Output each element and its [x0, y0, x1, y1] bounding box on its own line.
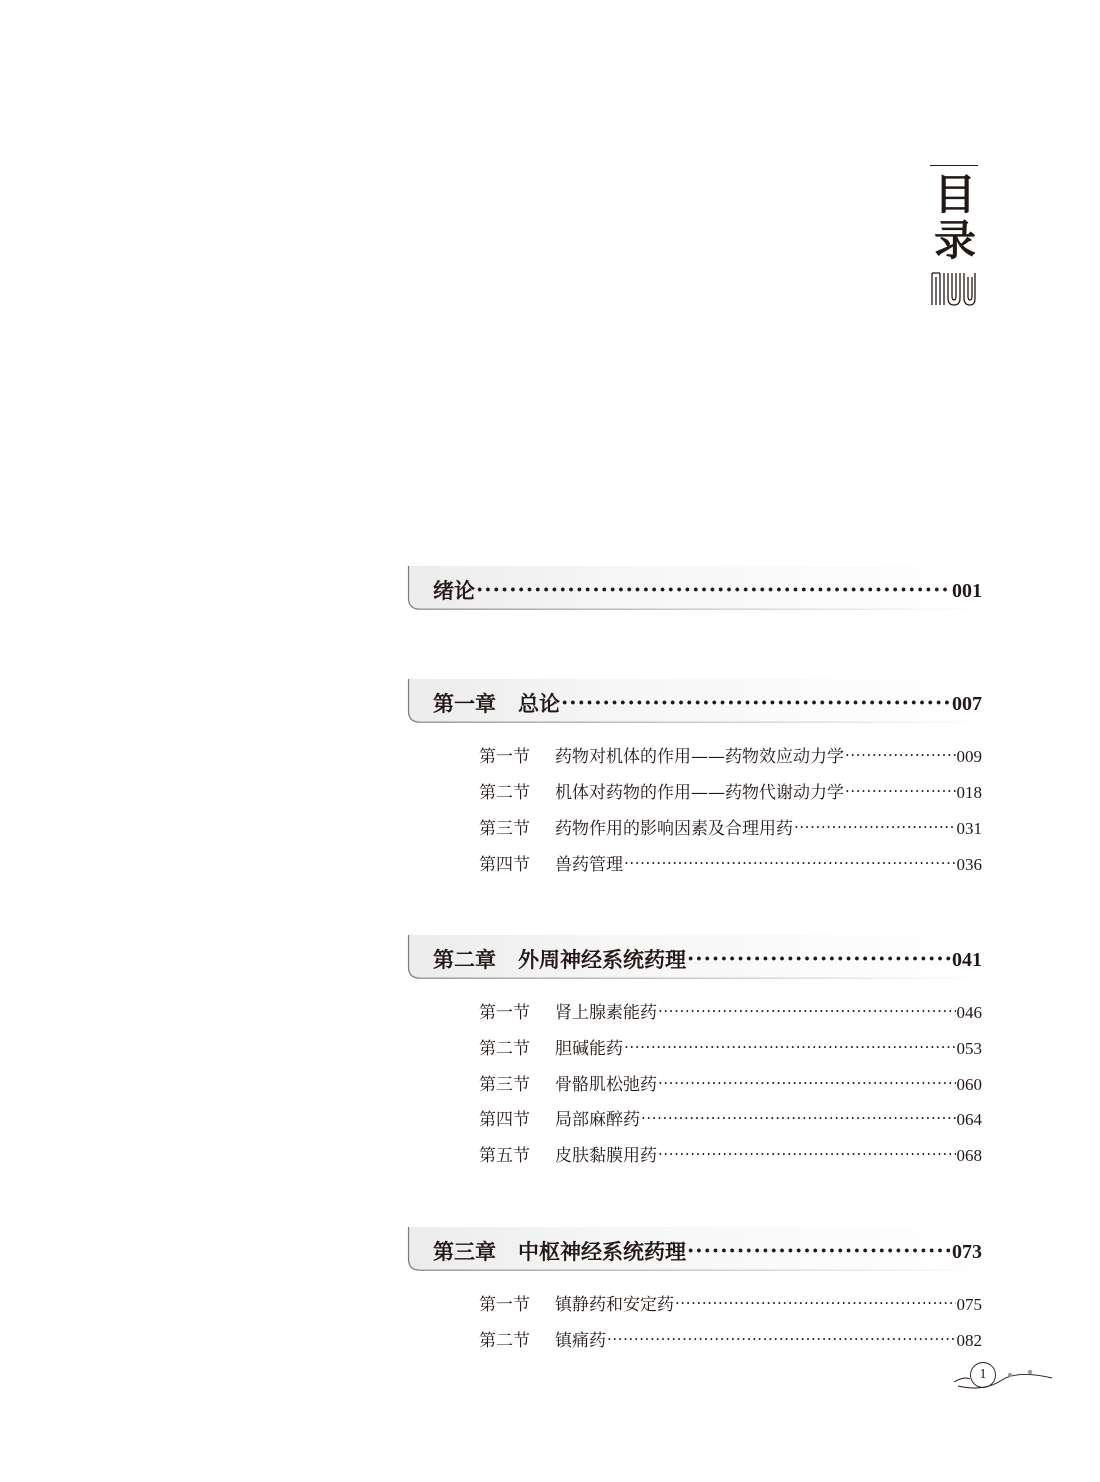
dot-leader [607, 1328, 956, 1350]
chapter-page-number: 073 [952, 1241, 982, 1263]
section-number: 第一节 [479, 1003, 530, 1023]
dot-leader [794, 816, 956, 838]
section-page-number: 046 [956, 1003, 982, 1022]
toc-entry-section[interactable] [479, 1034, 982, 1060]
section-page-number: 064 [956, 1110, 982, 1129]
chapter-number: 第一章 [433, 691, 496, 716]
toc-entry-section[interactable] [479, 742, 982, 768]
toc-entry-chapter-3[interactable] [407, 1227, 982, 1271]
wave-ornament-icon [950, 1360, 1060, 1400]
dot-leader [624, 1036, 956, 1058]
section-page-number: 053 [956, 1039, 982, 1058]
toc-entry-section[interactable] [479, 1141, 982, 1167]
chapter-number: 第三章 [433, 1239, 496, 1264]
section-page-number: 031 [956, 819, 982, 838]
chapter-title: 外周神经系统药理 [518, 947, 686, 972]
dot-leader [845, 744, 956, 766]
dot-leader [641, 1107, 956, 1129]
section-title: 局部麻醉药 [555, 1110, 640, 1130]
section-page-number: 060 [956, 1075, 982, 1094]
chapter-title: 绪论 [433, 578, 475, 603]
chapter-number: 第二章 [433, 947, 496, 972]
toc-entry-chapter-1[interactable] [407, 679, 982, 723]
section-title: 肾上腺素能药 [555, 1003, 657, 1023]
section-title: 机体对药物的作用——药物代谢动力学 [555, 783, 844, 803]
section-page-number: 068 [956, 1146, 982, 1165]
section-title: 药物作用的影响因素及合理用药 [555, 819, 793, 839]
chapter-title: 中枢神经系统药理 [518, 1239, 686, 1264]
section-title: 胆碱能药 [555, 1039, 623, 1059]
section-title: 皮肤黏膜用药 [555, 1146, 657, 1166]
dot-leader [658, 1072, 956, 1094]
dot-leader [476, 577, 951, 603]
dot-leader [675, 1292, 956, 1314]
toc-entry-section[interactable] [479, 778, 982, 804]
page-number: 1 [979, 1367, 987, 1382]
section-title: 骨骼肌松弛药 [555, 1075, 657, 1095]
section-number: 第一节 [479, 747, 530, 767]
toc-entry-section[interactable] [479, 850, 982, 876]
section-page-number: 082 [956, 1331, 982, 1350]
dot-leader [561, 690, 951, 716]
section-title: 兽药管理 [555, 855, 623, 875]
toc-entry-section[interactable] [479, 814, 982, 840]
section-title: 药物对机体的作用——药物效应动力学 [555, 747, 844, 767]
heading-char-mu: 目 [933, 170, 976, 219]
chapter-title: 总论 [518, 691, 560, 716]
section-number: 第四节 [479, 855, 530, 875]
dot-leader [624, 852, 956, 874]
chapter-page-number: 041 [952, 949, 982, 971]
page-footer [950, 1360, 1060, 1400]
section-page-number: 009 [956, 747, 982, 766]
chapter-page-number: 001 [952, 580, 982, 602]
toc-entry-section[interactable] [479, 998, 982, 1024]
toc-entry-section[interactable] [479, 1290, 982, 1316]
dot-leader [845, 780, 956, 802]
section-number: 第五节 [479, 1146, 530, 1166]
dot-leader [687, 946, 951, 972]
chapter-page-number: 007 [952, 693, 982, 715]
toc-entry-chapter-2[interactable] [407, 935, 982, 979]
section-page-number: 075 [956, 1295, 982, 1314]
section-number: 第一节 [479, 1295, 530, 1315]
toc-entry-intro[interactable] [407, 566, 982, 610]
section-number: 第三节 [479, 1075, 530, 1095]
dot-leader [658, 1000, 956, 1022]
dot-leader [687, 1238, 951, 1264]
section-title: 镇静药和安定药 [555, 1295, 674, 1315]
section-page-number: 018 [956, 783, 982, 802]
section-page-number: 036 [956, 855, 982, 874]
toc-entry-section[interactable] [479, 1105, 982, 1131]
section-number: 第二节 [479, 1331, 530, 1351]
section-number: 第二节 [479, 1039, 530, 1059]
heading-char-lu: 录 [933, 216, 976, 265]
toc-entry-section[interactable] [479, 1070, 982, 1096]
dot-leader [658, 1143, 956, 1165]
section-number: 第四节 [479, 1110, 530, 1130]
section-number: 第二节 [479, 783, 530, 803]
section-title: 镇痛药 [555, 1331, 606, 1351]
toc-entry-section[interactable] [479, 1326, 982, 1352]
section-number: 第三节 [479, 819, 530, 839]
